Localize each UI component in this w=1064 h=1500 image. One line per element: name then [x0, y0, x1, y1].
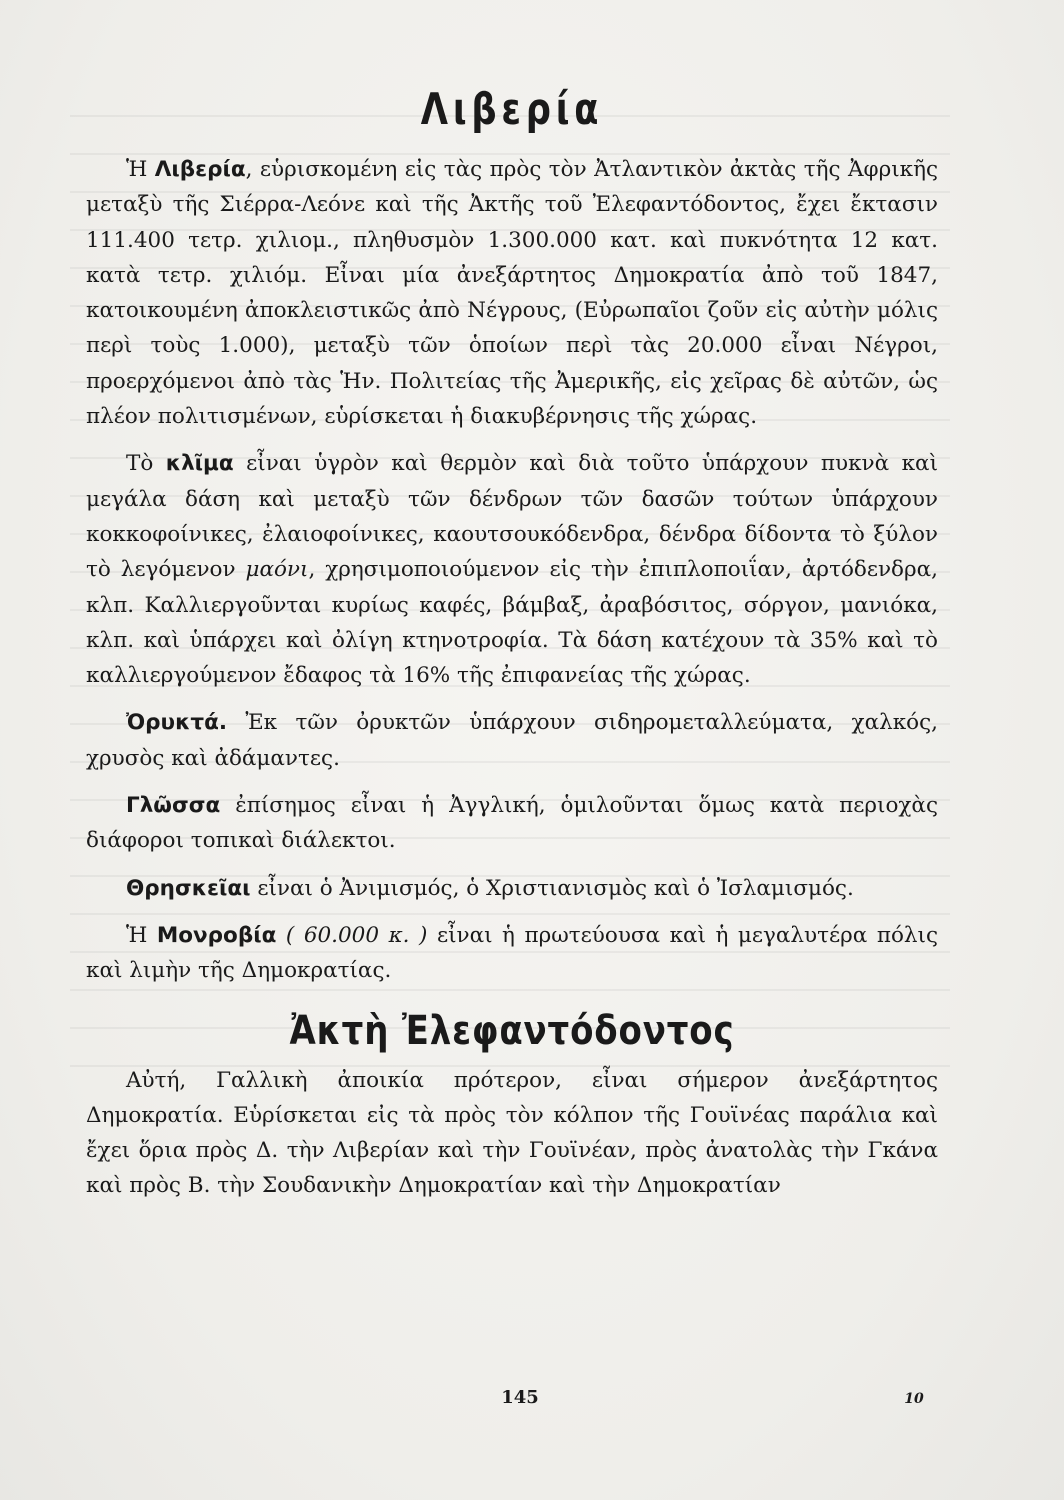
keyword-language: Γλῶσσα — [126, 793, 221, 819]
paragraph-minerals: Ὀρυκτά. Ἐκ τῶν ὀρυκτῶν ὑπάρχουν σιδηρομεταλλεύματα, χαλκός, χρυσὸς καὶ ἀδάμαντες. — [86, 710, 938, 771]
keyword-minerals: Ὀρυκτά. — [126, 710, 228, 736]
heading-ivory-coast: Ἀκτὴ Ἐλεφαντόδοντος — [289, 1007, 735, 1054]
heading-liberia: Λιβερία — [420, 84, 604, 135]
paragraph-capital: Ἡ Μονροβία ( 60.000 κ. ) εἶναι ἡ πρωτεύουσα καὶ ἡ μεγαλυτέρα πόλις καὶ λιμὴν τῆς Δημοκρατίας. — [86, 922, 938, 984]
term-mahogany: μαόνι — [245, 557, 309, 583]
page-footer — [0, 1387, 1064, 1417]
keyword-monrovia: Μονροβία — [156, 922, 277, 948]
paragraph-religions: Θρησκεῖαι εἶναι ὁ Ἀνιμισμός, ὁ Χριστιανισμὸς καὶ ὁ Ἰσλαμισμός. — [126, 875, 854, 901]
population-note: ( 60.000 κ. ) — [276, 922, 428, 948]
keyword-liberia: Λιβερία — [154, 157, 246, 182]
page-number: 145 — [501, 1387, 539, 1408]
paragraph-language: Γλῶσσα ἐπίσημος εἶναι ἡ Ἀγγλική, ὁμιλοῦνται ὅμως κατὰ περιοχὰς διάφοροι τοπικαὶ διάλεκτοι. — [86, 793, 938, 854]
keyword-climate: κλῖμα — [165, 451, 234, 477]
paragraph-ivory-coast-intro: Αὐτή, Γαλλικὴ ἀποικία πρότερον, εἶναι σήμερον ἀνεξάρτητος Δημοκρατία. Εὑρίσκεται εἰς τὰ πρὸς τὸν κόλπον τῆς Γουϊνέας παράλια καὶ ἔχει ὅρια πρὸς Δ. τὴν Λιβερίαν καὶ τὴν Γουϊνέαν, πρὸς ἀνατολὰς τὴν Γκάνα καὶ πρὸς Β. τὴν Σουδανικὴν Δημοκρατίαν καὶ τὴν Δημοκρατίαν — [86, 1067, 938, 1199]
signature-mark: 10 — [904, 1391, 924, 1407]
page-content — [86, 80, 938, 1204]
keyword-religions: Θρησκεῖαι — [126, 875, 251, 901]
paragraph-climate: Τὸ κλῖμα εἶναι ὑγρὸν καὶ θερμὸν καὶ διὰ τοῦτο ὑπάρχουν πυκνὰ καὶ μεγάλα δάση καὶ μεταξὺ τῶν δένδρων τῶν δασῶν τούτων ὑπάρχουν κοκκοφοίνικες, ἐλαιοφοίνικες, καουτσουκόδενδρα, δένδρα δίδοντα τὸ ξύλον τὸ λεγόμενον μαόνι, χρησιμοποιούμενον εἰς τὴν ἐπιπλοποιΐαν, ἀρτόδενδρα, κλπ. Καλλιεργοῦνται κυρίως καφές, βάμβαξ, ἀραβόσιτος, σόργον, μανιόκα, κλπ. καὶ ὑπάρχει καὶ ὀλίγη κτηνοτροφία. Τὰ δάση κατέχουν τὰ 35% καὶ τὸ καλλιεργούμενον ἔδαφος τὰ 16% τῆς ἐπιφανείας τῆς χώρας. — [86, 451, 938, 689]
paragraph-liberia-intro: Ἡ Λιβερία, εὑρισκομένη εἰς τὰς πρὸς τὸν Ἀτλαντικὸν ἀκτὰς τῆς Ἀφρικῆς μεταξὺ τῆς Σιέρρα-Λεόνε καὶ τῆς Ἀκτῆς τοῦ Ἐλεφαντόδοντος, ἔχει ἔκτασιν 111.400 τετρ. χιλιομ., πληθυσμὸν 1.300.000 κατ. καὶ πυκνότητα 12 κατ. κατὰ τετρ. χιλιόμ. Εἶναι μία ἀνεξάρτητος Δημοκρατία ἀπὸ τοῦ 1847, κατοικουμένη ἀποκλειστικῶς ἀπὸ Νέγρους, (Εὐρωπαῖοι ζοῦν εἰς αὐτὴν μόλις περὶ τοὺς 1.000), μεταξὺ τῶν ὁποίων περὶ τὰς 20.000 εἶναι Νέγροι, προερχόμενοι ἀπὸ τὰς Ἡν. Πολιτείας τῆς Ἀμερικῆς, εἰς χεῖρας δὲ αὐτῶν, ὡς πλέον πολιτισμένων, εὑρίσκεται ἡ διακυβέρνησις τῆς χώρας. — [86, 157, 938, 430]
